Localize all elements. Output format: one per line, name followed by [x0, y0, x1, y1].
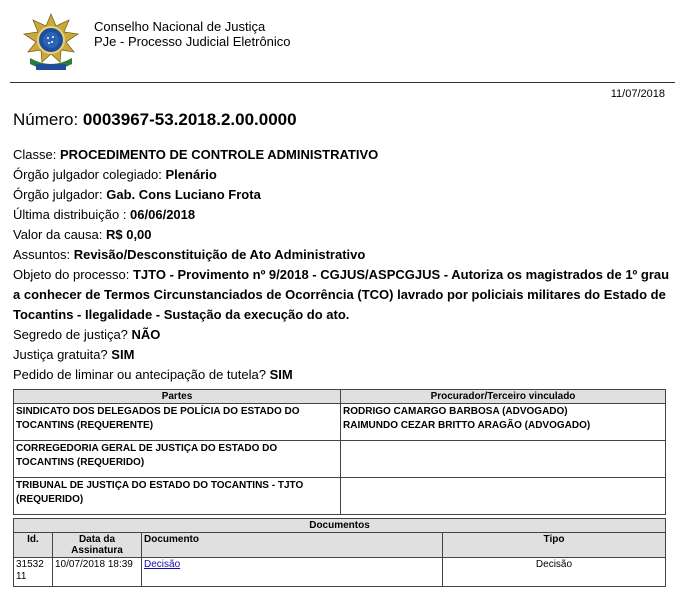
orgao-colegiado-value: Plenário — [165, 167, 217, 182]
field-liminar — [13, 365, 673, 385]
field-orgao-julgador — [13, 185, 673, 205]
field-classe — [13, 145, 673, 165]
segredo-value: NÃO — [131, 327, 161, 342]
tipo-header: Tipo — [443, 533, 666, 558]
doc-name-cell — [142, 558, 443, 587]
doc-date-cell: 10/07/2018 18:39 — [53, 558, 142, 587]
organization-block — [94, 19, 291, 49]
valor-value: R$ 0,00 — [105, 227, 152, 242]
procurador-cell — [341, 478, 666, 515]
documentos-table — [13, 518, 666, 587]
procurador-name: RAIMUNDO CEZAR BRITTO ARAGÃO (ADVOGADO) — [343, 420, 591, 431]
system-name: PJe - Processo Judicial Eletrônico — [94, 34, 291, 49]
liminar-label: Pedido de liminar ou antecipação de tutela? — [13, 367, 270, 382]
field-orgao-colegiado — [13, 165, 673, 185]
document-link[interactable]: Decisão — [144, 559, 181, 570]
procurador-cell — [341, 441, 666, 478]
doc-type-cell: Decisão — [443, 558, 666, 587]
table-row — [14, 404, 666, 441]
header-divider — [10, 82, 675, 83]
orgao-julgador-value: Gab. Cons Luciano Frota — [106, 187, 261, 202]
assuntos-label: Assuntos: — [13, 247, 74, 262]
parte-cell: TRIBUNAL DE JUSTIÇA DO ESTADO DO TOCANTINS - TJTO (REQUERIDO) — [14, 478, 341, 515]
classe-label: Classe: — [13, 147, 60, 162]
gratuita-label: Justiça gratuita? — [13, 347, 112, 362]
table-row — [14, 558, 666, 587]
distribuicao-label: Última distribuição : — [13, 207, 131, 222]
distribuicao-value: 06/06/2018 — [130, 207, 196, 222]
assuntos-value: Revisão/Desconstituição de Ato Administrativo — [73, 247, 366, 262]
partes-table — [13, 389, 666, 515]
table-row — [14, 478, 666, 515]
procurador-name: RODRIGO CAMARGO BARBOSA (ADVOGADO) — [343, 406, 568, 417]
parte-cell: CORREGEDORIA GERAL DE JUSTIÇA DO ESTADO DO TOCANTINS (REQUERIDO) — [14, 441, 341, 478]
partes-header: Partes — [14, 390, 341, 404]
table-row — [14, 441, 666, 478]
process-number — [13, 110, 297, 130]
objeto-label: Objeto do processo: — [13, 267, 133, 282]
parte-cell: SINDICATO DOS DELEGADOS DE POLÍCIA DO ESTADO DO TOCANTINS (REQUERENTE) — [14, 404, 341, 441]
report-date: 11/07/2018 — [610, 88, 665, 100]
orgao-colegiado-label: Órgão julgador colegiado: — [13, 167, 166, 182]
liminar-value: SIM — [269, 367, 293, 382]
data-header: Data da Assinatura — [53, 533, 142, 558]
document-header — [0, 0, 687, 84]
field-distribuicao — [13, 205, 673, 225]
process-details — [13, 145, 673, 385]
organization-name: Conselho Nacional de Justiça — [94, 19, 266, 34]
classe-value: PROCEDIMENTO DE CONTROLE ADMINISTRATIVO — [59, 147, 379, 162]
coat-of-arms-icon — [22, 12, 80, 76]
field-objeto — [13, 265, 673, 325]
id-header: Id. — [14, 533, 53, 558]
field-segredo — [13, 325, 673, 345]
process-number-label: Número: — [13, 110, 83, 129]
segredo-label: Segredo de justiça? — [13, 327, 132, 342]
documento-header: Documento — [142, 533, 443, 558]
field-gratuita — [13, 345, 673, 365]
field-valor — [13, 225, 673, 245]
gratuita-value: SIM — [111, 347, 135, 362]
procurador-cell — [341, 404, 666, 441]
field-assuntos — [13, 245, 673, 265]
valor-label: Valor da causa: — [13, 227, 106, 242]
documentos-title: Documentos — [14, 519, 666, 533]
procurador-header: Procurador/Terceiro vinculado — [341, 390, 666, 404]
process-number-value: 0003967-53.2018.2.00.0000 — [82, 110, 297, 129]
objeto-value: TJTO - Provimento nº 9/2018 - CGJUS/ASPCGJUS - Autoriza os magistrados de 1º grau a conhecer de Termos Circunstanciados de Ocorrência (TCO) lavrado por policiais militares do Estado de Tocantins - Ilegalidade - Sustação da execução do ato. — [13, 267, 670, 322]
orgao-julgador-label: Órgão julgador: — [13, 187, 107, 202]
doc-id-cell: 31532 11 — [14, 558, 53, 587]
